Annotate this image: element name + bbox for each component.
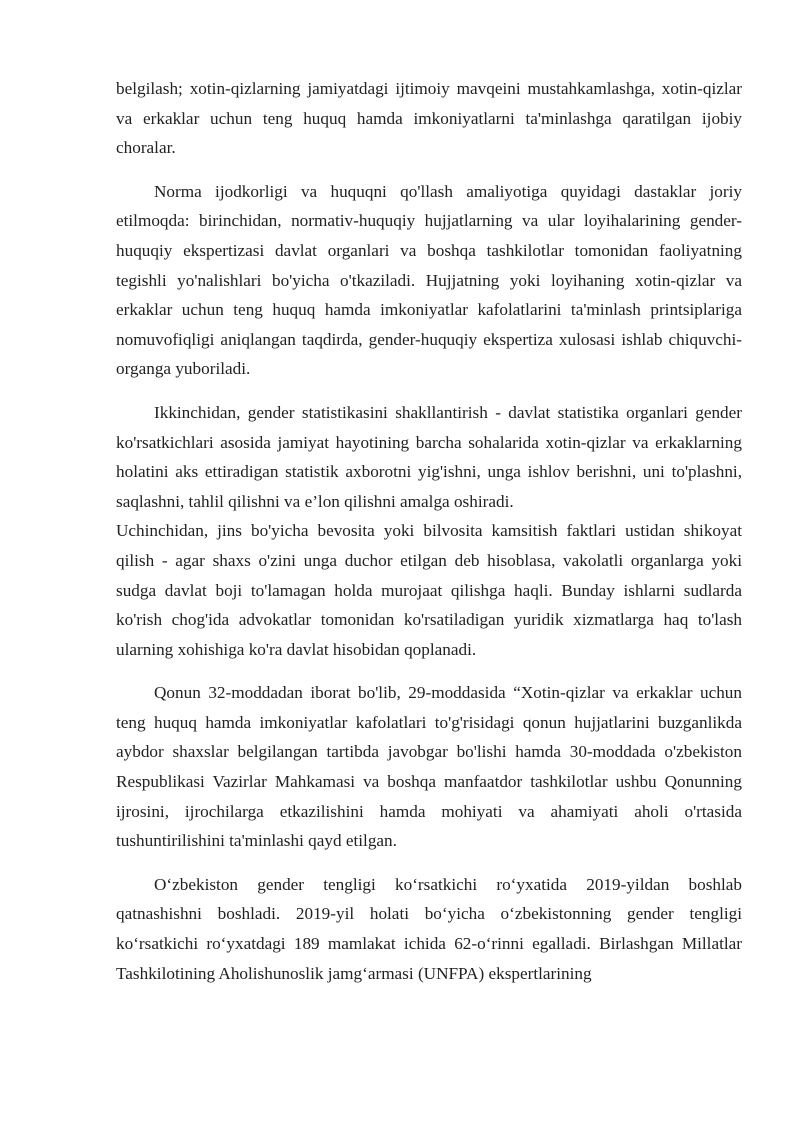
paragraph-qonun-32-modda: Qonun 32-moddadan iborat bo'lib, 29-moddasida “Xotin-qizlar va erkaklar uchun teng huquq hamda imkoniyatlar kafolatlari to'g'risidagi qonun hujjatlarini buzganlikda aybdor shaxslar belgilangan tartibda javobgar bo'lishi hamda 30-moddada o'zbekiston Respublikasi Vazirlar Mahkamasi va boshqa manfaatdor tashkilotlar ushbu Qonunning ijrosini, ijrochilarga etkazilishini hamda mohiyati va ahamiyati aholi o'rtasida tushuntirilishini ta'minlashi qayd etilgan.: [116, 683, 742, 851]
paragraph-gender-tengligi: O‘zbekiston gender tengligi ko‘rsatkichi ro‘yxatida 2019-yildan boshlab qatnashishni boshladi. 2019-yil holati bo‘yicha o‘zbekistonning gender tengligi ko‘rsatkichi ro‘yxatdagi 189 mamlakat ichida 62-o‘rinni egalladi. Birlashgan Millatlar Tashkilotining Aholishunoslik jamg‘armasi (UNFPA) ekspertlarining: [116, 874, 742, 983]
paragraph-ikkinchidan: Ikkinchidan, gender statistikasini shakllantirish - davlat statistika organlari gender ko'rsatkichlari asosida jamiyat hayotining barcha sohalarida xotin-qizlar va erkaklarning holatini aks ettiradigan statistik axborotni yig'ishni, unga ishlov berishni, uni to'plashni, saqlashni, tahlil qilishni va e’lon qilishni amalga oshiradi.: [116, 402, 742, 511]
paragraph-uchinchidan: Uchinchidan, jins bo'yicha bevosita yoki bilvosita kamsitish faktlari ustidan shikoyat qilish - agar shaxs o'zini unga duchor etilgan deb hisoblasa, vakolatli organlarga yoki sudga davlat boji to'lamagan holda murojaat qilishga haqli. Bunday ishlarni sudlarda ko'rish chog'ida advokatlar tomonidan ko'rsatiladigan yuridik xizmatlarga haq to'lash ularning xohishiga ko'ra davlat hisobidan qoplanadi.: [116, 521, 742, 659]
paragraph-norma-ijodkorligi: Norma ijodkorligi va huquqni qo'llash amaliyotiga quyidagi dastaklar joriy etilmoqda: birinchidan, normativ-huquqiy hujjatlarning va ular loyihalarining gender-huquqiy ekspertizasi davlat organlari va boshqa tashkilotlar tomonidan faoliyatning tegishli yo'nalishlari bo'yicha o'tkaziladi. Hujjatning yoki loyihaning xotin-qizlar va erkaklar uchun teng huquq hamda imkoniyatlar kafolatlarini ta'minlash printsiplariga nomuvofiqligi aniqlangan taqdirda, gender-huquqiy ekspertiza xulosasi ishlab chiquvchi-organga yuboriladi.: [116, 181, 742, 379]
paragraph-continuation: belgilash; xotin-qizlarning jamiyatdagi ijtimoiy mavqeini mustahkamlashga, xotin-qizlar va erkaklar uchun teng huquq hamda imkoniyatlarni ta'minlashga qaratilgan ijobiy choralar.: [116, 79, 742, 158]
body-text: [116, 74, 742, 1002]
